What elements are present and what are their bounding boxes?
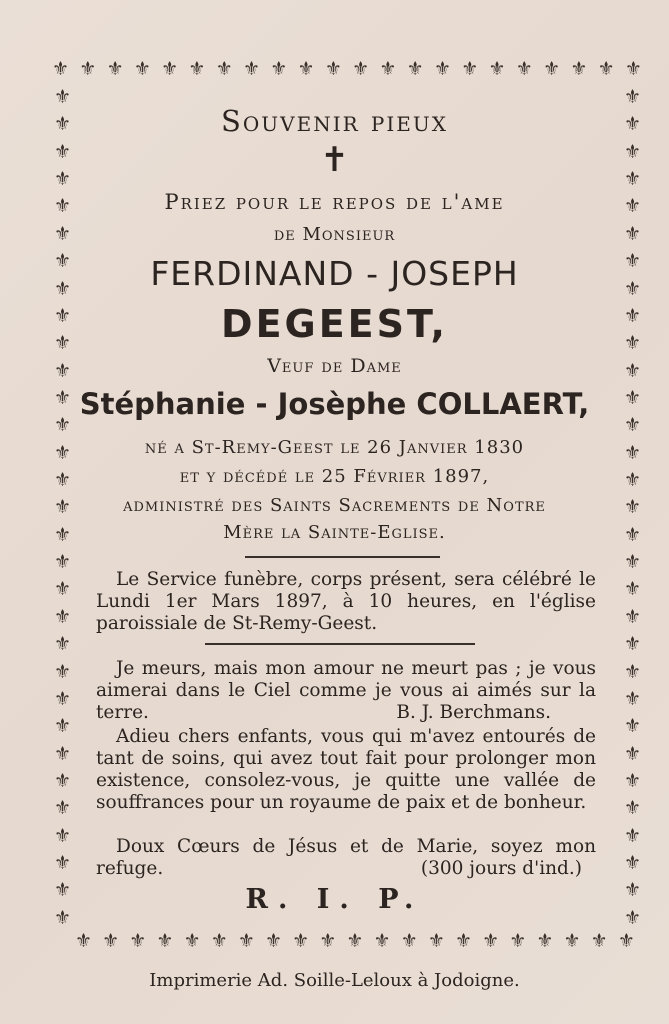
fleur-de-lis-icon: ⚜ <box>54 168 72 191</box>
fleur-de-lis-icon: ⚜ <box>215 58 233 80</box>
fleur-de-lis-icon: ⚜ <box>400 930 418 952</box>
fleur-de-lis-icon: ⚜ <box>319 930 337 952</box>
quote-signature: B. J. Berchmans. <box>396 702 551 723</box>
hearts-prayer-block <box>96 836 596 880</box>
fleur-de-lis-icon: ⚜ <box>54 715 72 738</box>
fleur-de-lis-icon: ⚜ <box>624 687 642 710</box>
deceased-surname: DEGEEST, <box>221 302 448 346</box>
fleur-de-lis-icon: ⚜ <box>79 58 97 80</box>
fleur-de-lis-icon: ⚜ <box>133 58 151 80</box>
fleur-de-lis-icon: ⚜ <box>242 58 261 80</box>
fleur-de-lis-icon: ⚜ <box>54 605 72 628</box>
fleur-de-lis-icon: ⚜ <box>54 140 72 163</box>
fleur-de-lis-icon: ⚜ <box>106 58 124 80</box>
fleur-de-lis-icon: ⚜ <box>624 168 642 191</box>
fleur-de-lis-icon: ⚜ <box>482 930 500 952</box>
hearts-prayer-text: Doux Cœurs de Jésus et de Marie, soyez mon refuge. <box>96 836 596 879</box>
fleur-de-lis-icon: ⚜ <box>624 605 642 628</box>
fleur-de-lis-icon: ⚜ <box>210 930 228 952</box>
fleur-de-lis-icon: ⚜ <box>324 58 342 80</box>
fleur-de-lis-icon: ⚜ <box>624 715 642 738</box>
divider-rule <box>205 643 475 645</box>
fleur-de-lis-icon: ⚜ <box>297 58 315 80</box>
fleur-de-lis-icon: ⚜ <box>54 906 72 929</box>
fleur-de-lis-icon: ⚜ <box>624 906 642 929</box>
fleur-de-lis-icon: ⚜ <box>346 930 364 952</box>
fleur-de-lis-icon: ⚜ <box>54 578 72 601</box>
fleur-de-lis-icon: ⚜ <box>54 195 72 218</box>
fleur-de-lis-icon: ⚜ <box>563 930 581 952</box>
fleur-de-lis-icon: ⚜ <box>292 930 310 952</box>
fleur-de-lis-icon: ⚜ <box>624 523 642 546</box>
fleur-de-lis-icon: ⚜ <box>624 277 642 300</box>
cross-icon: ✝ <box>320 140 349 180</box>
fleur-de-lis-icon: ⚜ <box>624 633 642 656</box>
quote-block <box>96 658 596 724</box>
fleur-de-lis-icon: ⚜ <box>54 523 72 546</box>
wife-name: Stéphanie - Josèphe COLLAERT, <box>79 387 590 421</box>
fleur-de-lis-icon: ⚜ <box>509 930 527 952</box>
fleur-de-lis-icon: ⚜ <box>624 86 642 108</box>
fleur-de-lis-icon: ⚜ <box>54 222 72 245</box>
fleur-de-lis-icon: ⚜ <box>427 930 445 952</box>
fleur-de-lis-icon: ⚜ <box>624 58 642 80</box>
fleur-de-lis-icon: ⚜ <box>373 930 391 952</box>
fleur-de-lis-icon: ⚜ <box>54 824 72 847</box>
fleur-de-lis-icon: ⚜ <box>624 742 642 765</box>
death-line: et y décédé le 25 Février 1897, <box>179 466 490 487</box>
fleur-de-lis-icon: ⚜ <box>54 769 72 792</box>
fleur-de-lis-icon: ⚜ <box>617 930 635 952</box>
fleur-de-lis-icon: ⚜ <box>624 195 642 218</box>
indulgence-note: (300 jours d'ind.) <box>420 858 582 879</box>
fleur-de-lis-icon: ⚜ <box>54 250 72 273</box>
fleur-de-lis-icon: ⚜ <box>54 414 72 437</box>
fleur-de-lis-icon: ⚜ <box>624 222 642 245</box>
quote-text: Je meurs, mais mon amour ne meurt pas ; je vous aimerai dans le Ciel comme je vous ai aimés sur la terre. <box>96 658 596 723</box>
fleur-de-lis-icon: ⚜ <box>570 58 588 80</box>
fleur-de-lis-icon: ⚜ <box>624 386 642 409</box>
fleur-de-lis-icon: ⚜ <box>54 277 72 300</box>
fleur-de-lis-icon: ⚜ <box>624 496 642 519</box>
fleur-de-lis-icon: ⚜ <box>624 769 642 792</box>
fleur-de-lis-icon: ⚜ <box>536 930 554 952</box>
fleur-de-lis-icon: ⚜ <box>590 930 608 952</box>
farewell-paragraph: Adieu chers enfants, vous qui m'avez entourés de tant de soins, qui avez tout fait pour prolonger mon existence, consolez-vous, je quitte une vallée de souffrances pour un royaume de paix et de bonheur. <box>96 726 596 813</box>
fleur-de-lis-icon: ⚜ <box>624 304 642 327</box>
fleur-de-lis-icon: ⚜ <box>54 797 72 820</box>
fleur-de-lis-icon: ⚜ <box>54 633 72 656</box>
fleur-de-lis-icon: ⚜ <box>54 469 72 492</box>
fleur-de-lis-icon: ⚜ <box>54 496 72 519</box>
rip-inscription: R. I. P. <box>245 884 424 915</box>
fleur-de-lis-icon: ⚜ <box>624 113 642 136</box>
fleur-de-lis-icon: ⚜ <box>454 930 473 952</box>
card-title: Souvenir pieux <box>221 104 448 138</box>
divider-rule <box>245 556 440 558</box>
widow-of-line: Veuf de Dame <box>267 355 402 377</box>
prayer-line: Priez pour le repos de l'ame <box>164 190 505 214</box>
fleur-de-lis-icon: ⚜ <box>352 58 370 80</box>
fleur-de-lis-icon: ⚜ <box>624 824 642 847</box>
fleur-de-lis-icon: ⚜ <box>624 359 642 382</box>
fleur-de-lis-icon: ⚜ <box>54 359 72 382</box>
fleur-de-lis-icon: ⚜ <box>54 742 72 765</box>
fleur-de-lis-icon: ⚜ <box>54 660 72 683</box>
fleur-de-lis-icon: ⚜ <box>54 304 72 327</box>
deceased-first-names: FERDINAND - JOSEPH <box>150 254 519 293</box>
fleur-de-lis-icon: ⚜ <box>54 879 72 902</box>
fleur-de-lis-icon: ⚜ <box>54 441 72 464</box>
fleur-de-lis-icon: ⚜ <box>54 332 72 355</box>
of-monsieur-line: de Monsieur <box>273 224 396 245</box>
fleur-de-lis-icon: ⚜ <box>624 797 642 820</box>
church-line: Mère la Sainte-Eglise. <box>223 522 446 543</box>
fleur-de-lis-icon: ⚜ <box>54 551 72 574</box>
birth-line: né a St-Remy-Geest le 26 Janvier 1830 <box>144 437 525 458</box>
fleur-de-lis-icon: ⚜ <box>264 930 283 952</box>
fleur-de-lis-icon: ⚜ <box>156 930 174 952</box>
fleur-de-lis-icon: ⚜ <box>624 469 642 492</box>
fleur-de-lis-icon: ⚜ <box>624 578 642 601</box>
fleur-de-lis-icon: ⚜ <box>183 930 201 952</box>
printer-credit: Imprimerie Ad. Soille-Leloux à Jodoigne. <box>149 970 520 991</box>
fleur-de-lis-icon: ⚜ <box>624 441 642 464</box>
ornamental-border-top <box>52 60 642 79</box>
fleur-de-lis-icon: ⚜ <box>597 58 615 80</box>
fleur-de-lis-icon: ⚜ <box>237 930 255 952</box>
fleur-de-lis-icon: ⚜ <box>624 551 642 574</box>
fleur-de-lis-icon: ⚜ <box>488 58 506 80</box>
fleur-de-lis-icon: ⚜ <box>515 58 533 80</box>
fleur-de-lis-icon: ⚜ <box>54 852 72 875</box>
ornamental-border-bottom <box>75 932 635 951</box>
fleur-de-lis-icon: ⚜ <box>188 58 206 80</box>
fleur-de-lis-icon: ⚜ <box>461 58 479 80</box>
fleur-de-lis-icon: ⚜ <box>624 414 642 437</box>
fleur-de-lis-icon: ⚜ <box>624 140 642 163</box>
fleur-de-lis-icon: ⚜ <box>54 86 72 108</box>
fleur-de-lis-icon: ⚜ <box>624 660 642 683</box>
fleur-de-lis-icon: ⚜ <box>54 386 72 409</box>
fleur-de-lis-icon: ⚜ <box>624 332 642 355</box>
fleur-de-lis-icon: ⚜ <box>433 58 451 80</box>
fleur-de-lis-icon: ⚜ <box>406 58 424 80</box>
fleur-de-lis-icon: ⚜ <box>75 930 93 952</box>
fleur-de-lis-icon: ⚜ <box>129 930 147 952</box>
sacraments-line: administré des Saints Sacrements de Notre <box>123 495 546 516</box>
fleur-de-lis-icon: ⚜ <box>379 58 397 80</box>
fleur-de-lis-icon: ⚜ <box>54 687 72 710</box>
fleur-de-lis-icon: ⚜ <box>624 879 642 902</box>
fleur-de-lis-icon: ⚜ <box>624 852 642 875</box>
fleur-de-lis-icon: ⚜ <box>54 113 72 136</box>
fleur-de-lis-icon: ⚜ <box>52 58 70 80</box>
funeral-service-paragraph: Le Service funèbre, corps présent, sera célébré le Lundi 1er Mars 1897, à 10 heures, en l'église paroissiale de St-Remy-Geest. <box>96 569 596 634</box>
fleur-de-lis-icon: ⚜ <box>543 58 561 80</box>
fleur-de-lis-icon: ⚜ <box>102 930 120 952</box>
fleur-de-lis-icon: ⚜ <box>270 58 288 80</box>
fleur-de-lis-icon: ⚜ <box>161 58 179 80</box>
fleur-de-lis-icon: ⚜ <box>624 250 642 273</box>
